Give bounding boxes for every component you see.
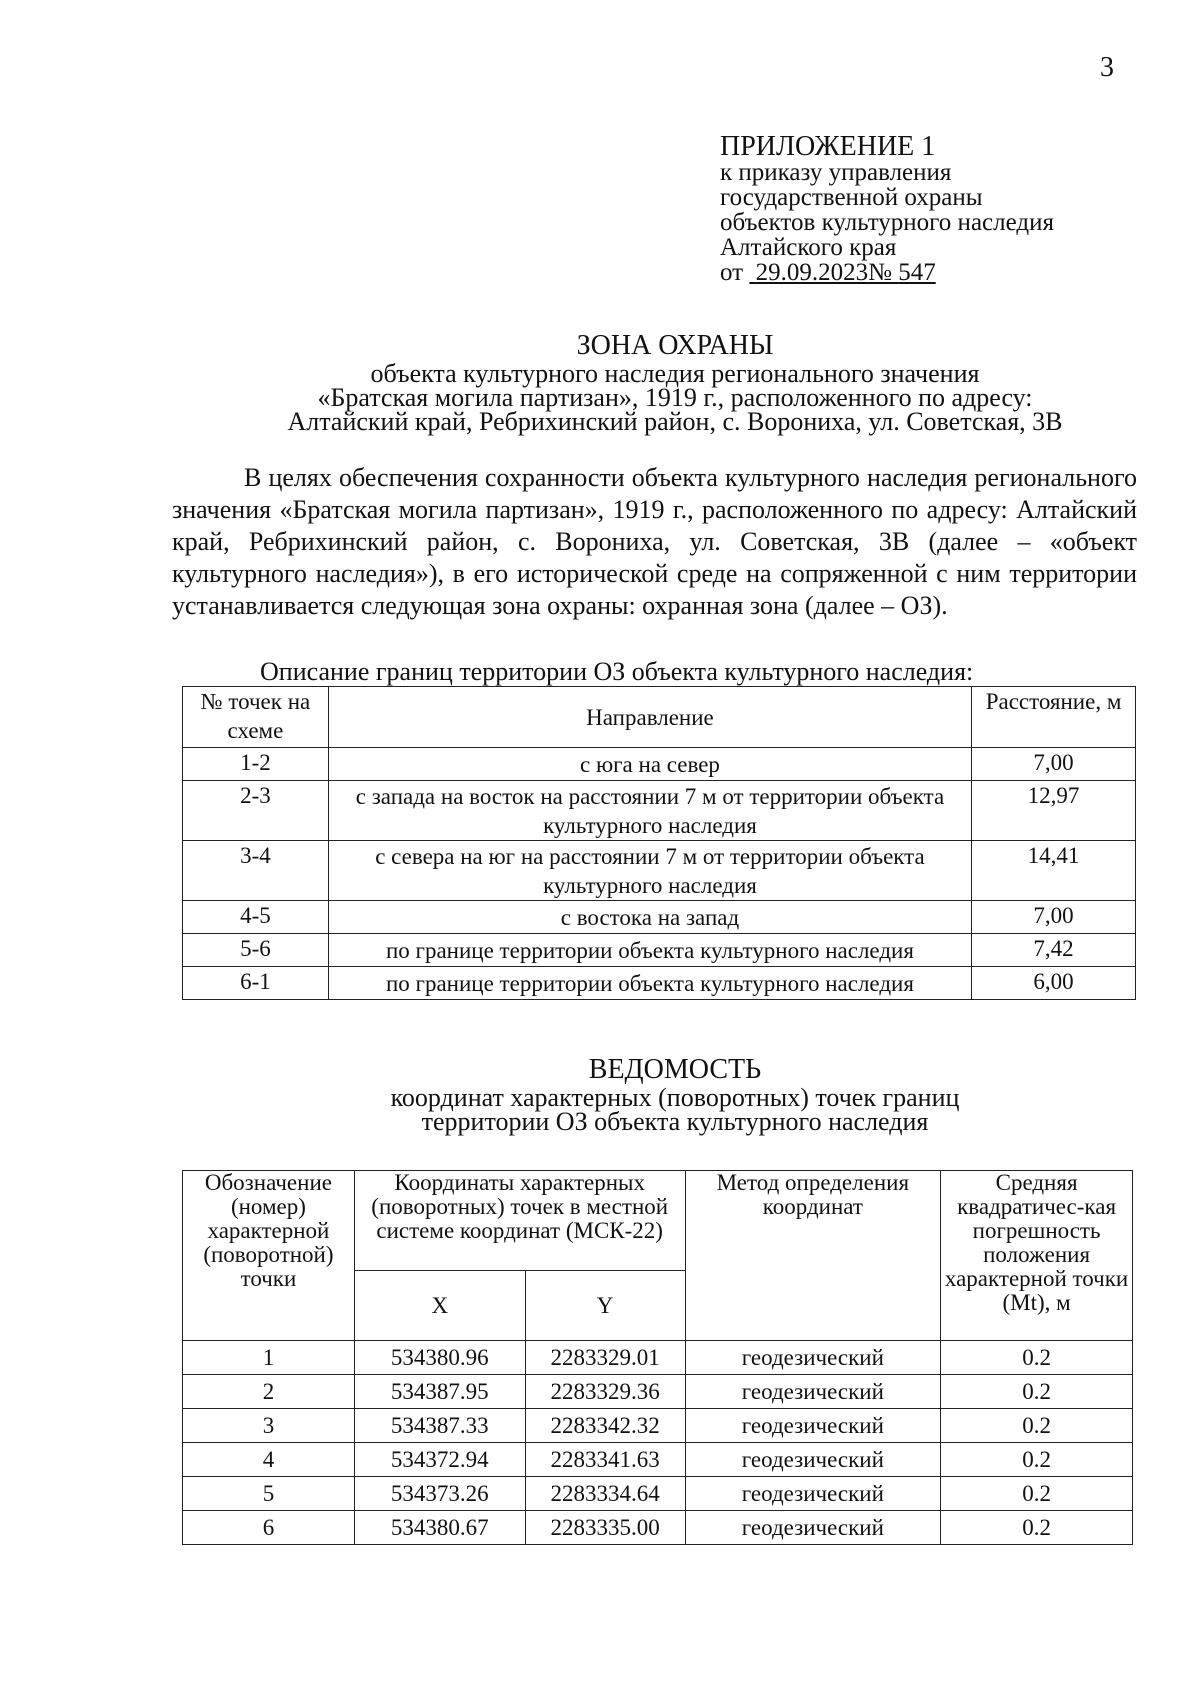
header-coordinates: Координаты характерных (поворотных) точек в местной системе координат (МСК-22) [354, 1171, 685, 1271]
cell-distance: 6,00 [972, 967, 1136, 1000]
order-date-line [720, 260, 1054, 285]
cell-distance: 12,97 [972, 781, 1136, 841]
table-row [183, 901, 1136, 934]
appendix-block [720, 131, 1054, 286]
table1-caption: Описание границ территории ОЗ объекта культурного наследия: [260, 657, 974, 686]
zone-title: ЗОНА ОХРАНЫ [576, 330, 774, 361]
cell-y: 2283341.63 [525, 1443, 685, 1477]
cell-method: геодезический [685, 1477, 941, 1511]
cell-points: 6-1 [183, 967, 329, 1000]
appendix-heading: ПРИЛОЖЕНИЕ 1 [720, 131, 936, 162]
cell-method: геодезический [685, 1443, 941, 1477]
table-row [183, 1341, 1133, 1375]
order-number: № 547 [868, 259, 936, 286]
cell-error: 0.2 [941, 1409, 1133, 1443]
header-direction: Направление [328, 687, 971, 748]
header-y: Y [525, 1271, 685, 1341]
cell-method: геодезический [685, 1409, 941, 1443]
zone-subtitle-line: объекта культурного наследия регионального значения [370, 359, 980, 388]
cell-x: 534372.94 [354, 1443, 525, 1477]
header-point: Обозначение (номер) характерной (поворотной) точки [183, 1171, 355, 1341]
cell-points: 5-6 [183, 934, 329, 967]
appendix-line: объектов культурного наследия [720, 209, 1054, 236]
page-number: 3 [1100, 52, 1114, 83]
table-row [183, 1511, 1133, 1545]
cell-method: геодезический [685, 1341, 941, 1375]
cell-point: 5 [183, 1477, 355, 1511]
cell-distance: 7,00 [972, 901, 1136, 934]
header-x: X [354, 1271, 525, 1341]
cell-point: 1 [183, 1341, 355, 1375]
cell-direction: с юга на север [328, 748, 971, 781]
cell-y: 2283334.64 [525, 1477, 685, 1511]
cell-direction: с запада на восток на расстоянии 7 м от территории объекта культурного наследия [328, 781, 971, 841]
appendix-line: к приказу управления [720, 159, 952, 186]
appendix-line: государственной охраны [720, 184, 983, 211]
cell-error: 0.2 [941, 1511, 1133, 1545]
table-row [183, 1443, 1133, 1477]
cell-error: 0.2 [941, 1375, 1133, 1409]
cell-x: 534373.26 [354, 1477, 525, 1511]
table-row [183, 1477, 1133, 1511]
cell-x: 534387.33 [354, 1409, 525, 1443]
zone-subtitle-line: «Братская могила партизан», 1919 г., расположенного по адресу: [317, 383, 1033, 412]
table-row [183, 841, 1136, 901]
table-header-row [183, 687, 1136, 748]
cell-direction: с востока на запад [328, 901, 971, 934]
statement-subtitle-line: координат характерных (поворотных) точек границ [390, 1083, 960, 1112]
cell-error: 0.2 [941, 1477, 1133, 1511]
cell-points: 4-5 [183, 901, 329, 934]
statement-subtitle-line: территории ОЗ объекта культурного наследия [421, 1107, 929, 1136]
cell-point: 2 [183, 1375, 355, 1409]
cell-error: 0.2 [941, 1443, 1133, 1477]
cell-distance: 7,00 [972, 748, 1136, 781]
table-row [183, 934, 1136, 967]
body-paragraph-block [172, 462, 1137, 622]
cell-points: 2-3 [183, 781, 329, 841]
cell-direction: по границе территории объекта культурного наследия [328, 967, 971, 1000]
cell-point: 6 [183, 1511, 355, 1545]
statement-title-block [150, 1054, 1200, 1134]
cell-distance: 14,41 [972, 841, 1136, 901]
zone-subtitle-line: Алтайский край, Ребрихинский район, с. Ворониха, ул. Советская, 3В [287, 407, 1063, 436]
cell-distance: 7,42 [972, 934, 1136, 967]
header-distance: Расстояние, м [972, 687, 1136, 748]
date-prefix: от [720, 259, 744, 286]
header-method: Метод определения координат [685, 1171, 941, 1341]
cell-points: 1-2 [183, 748, 329, 781]
boundary-table [182, 686, 1136, 1000]
cell-method: геодезический [685, 1511, 941, 1545]
table-row [183, 1409, 1133, 1443]
zone-title-block [150, 330, 1200, 434]
order-date: 29.09.2023 [755, 259, 869, 286]
cell-method: геодезический [685, 1375, 941, 1409]
cell-y: 2283329.36 [525, 1375, 685, 1409]
cell-direction: с севера на юг на расстоянии 7 м от территории объекта культурного наследия [328, 841, 971, 901]
cell-error: 0.2 [941, 1341, 1133, 1375]
cell-x: 534387.95 [354, 1375, 525, 1409]
coordinates-table [182, 1170, 1133, 1545]
appendix-line: Алтайского края [720, 234, 897, 261]
cell-point: 3 [183, 1409, 355, 1443]
cell-y: 2283342.32 [525, 1409, 685, 1443]
body-paragraph: В целях обеспечения сохранности объекта культурного наследия регионального значения «Братская могила партизан», 1919 г., расположенного по адресу: Алтайский край, Ребрихинский район, с. Ворониха, ул. Советская, 3В (далее – «объект культурного наследия»), в его исторической среде на сопряженной с ним территории устанавливается следующая зона охраны: охранная зона (далее – ОЗ). [172, 463, 1137, 620]
table-row [183, 967, 1136, 1000]
table-row [183, 1375, 1133, 1409]
table-row [183, 781, 1136, 841]
header-points: № точек на схеме [183, 687, 329, 748]
cell-y: 2283329.01 [525, 1341, 685, 1375]
cell-direction: по границе территории объекта культурного наследия [328, 934, 971, 967]
cell-points: 3-4 [183, 841, 329, 901]
statement-title: ВЕДОМОСТЬ [588, 1054, 762, 1085]
table-row [183, 748, 1136, 781]
cell-y: 2283335.00 [525, 1511, 685, 1545]
cell-x: 534380.67 [354, 1511, 525, 1545]
table-header-row [183, 1171, 1133, 1271]
header-error: Средняя квадратичес-кая погрешность положения характерной точки (Mt), м [941, 1171, 1133, 1341]
cell-point: 4 [183, 1443, 355, 1477]
cell-x: 534380.96 [354, 1341, 525, 1375]
